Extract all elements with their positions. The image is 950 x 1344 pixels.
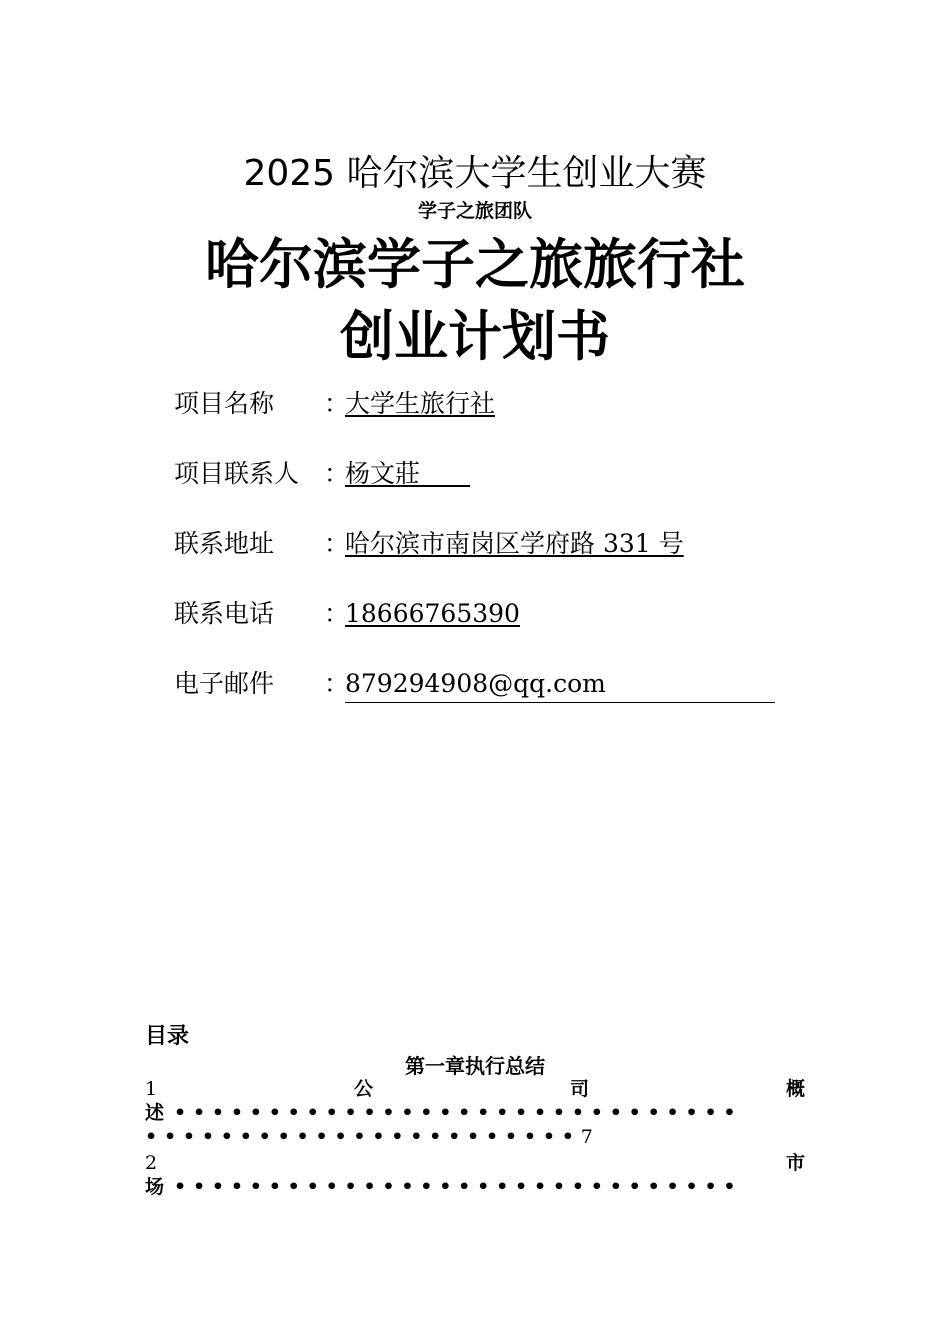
toc-entry-char: 述	[145, 1102, 165, 1124]
toc-entry-char: 公	[354, 1078, 374, 1100]
info-value-phone: 18666765390	[345, 599, 520, 628]
toc-entry-char: 概	[785, 1078, 805, 1100]
toc-entry-number: 2	[145, 1152, 158, 1174]
toc-leader-dots: •••••••••••••••••••••••	[145, 1126, 581, 1148]
info-label: 联系电话	[174, 599, 275, 628]
info-row-project-name	[174, 386, 495, 422]
info-colon: ：	[324, 389, 350, 418]
toc-entry-char: 市	[785, 1152, 805, 1174]
toc-entry-1-line3	[145, 1124, 805, 1150]
toc-entry-2-line2	[145, 1174, 805, 1200]
info-label: 项目联系人	[174, 459, 300, 488]
info-row-address	[174, 526, 684, 562]
info-row-contact-person	[174, 456, 470, 492]
toc-entry-1-line1	[145, 1076, 805, 1102]
info-row-phone	[174, 596, 520, 632]
info-colon: ：	[324, 669, 350, 698]
email-text: 879294908@qq.com	[345, 669, 606, 698]
info-label: 电子邮件	[174, 669, 275, 698]
main-title-line2: 创业计划书	[340, 305, 610, 368]
toc-leader-dots: ••••••••••••••••••••••••••••••	[174, 1102, 743, 1124]
contest-title: 2025 哈尔滨大学生创业大赛	[243, 153, 707, 194]
info-colon: ：	[324, 459, 350, 488]
toc-entry-number: 1	[145, 1078, 158, 1100]
info-row-email	[174, 666, 775, 702]
toc-heading: 目录	[145, 1024, 190, 1049]
info-value-project-name: 大学生旅行社	[345, 389, 496, 418]
toc-leader-dots: ••••••••••••••••••••••••••••••	[174, 1176, 743, 1198]
info-value-contact-person: 杨文莊	[345, 459, 471, 488]
toc-page-number: 7	[580, 1126, 593, 1148]
toc-entry-1-line2	[145, 1100, 805, 1126]
info-label: 项目名称	[174, 389, 275, 418]
toc-entry-char: 场	[145, 1176, 165, 1198]
toc-chapter-title: 第一章执行总结	[405, 1054, 545, 1078]
info-value-email	[345, 666, 775, 703]
main-title-line1: 哈尔滨学子之旅旅行社	[205, 233, 745, 296]
info-label: 联系地址	[174, 529, 275, 558]
team-name: 学子之旅团队	[417, 200, 532, 222]
info-colon: ：	[324, 529, 350, 558]
toc-entry-2-line1	[145, 1150, 805, 1176]
info-colon: ：	[324, 599, 350, 628]
toc-entry-char: 司	[570, 1078, 590, 1100]
info-value-address: 哈尔滨市南岗区学府路 331 号	[345, 529, 684, 558]
